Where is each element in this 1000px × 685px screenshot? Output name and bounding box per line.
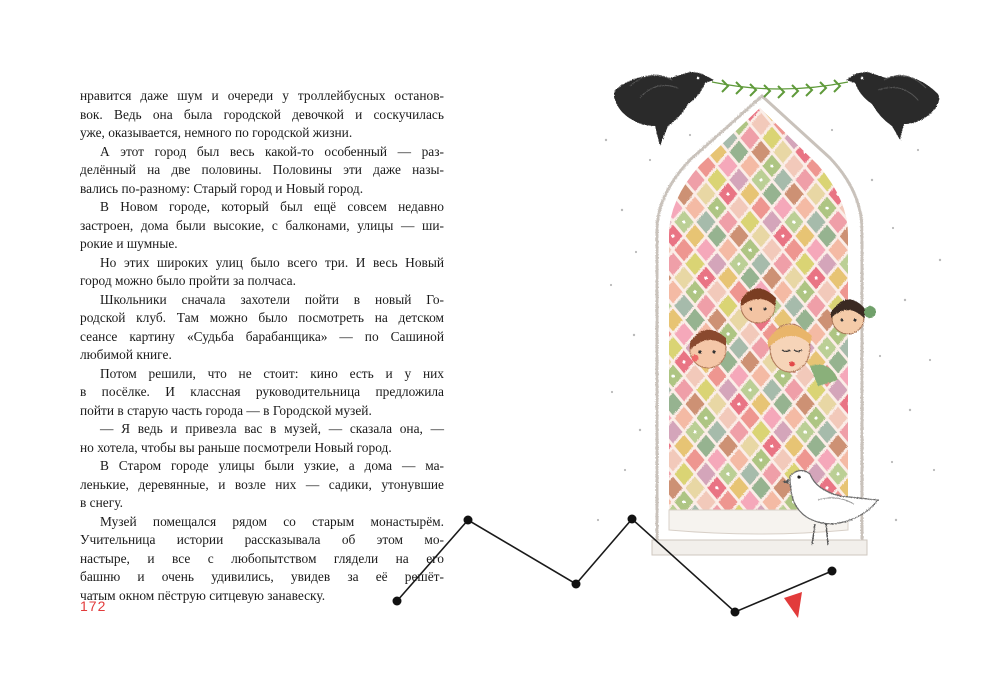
text-line: родской клуб. Там можно было посмотреть на детском <box>80 310 444 325</box>
body-text <box>80 87 444 605</box>
glass-pattern <box>629 97 904 529</box>
paragraph <box>80 513 444 606</box>
window-frame <box>657 96 862 540</box>
snow-dots <box>597 129 941 521</box>
black-bird-right <box>846 72 939 140</box>
text-line: уже, оказывается, немного по городской жизни. <box>80 125 353 140</box>
black-bird-left <box>614 72 714 146</box>
text-line: в снегу. <box>80 495 123 510</box>
text-line: башню и очень удивились, увидев за её решёт- <box>80 569 444 584</box>
paragraph <box>80 87 444 143</box>
text-line: в посёлке. И классная руководительница предложила <box>80 384 444 399</box>
text-line: Но этих широких улиц было всего три. И весь Новый <box>100 254 444 270</box>
paragraph <box>80 457 444 513</box>
text-line: пойти в старую часть города — в Городской музей. <box>80 402 372 418</box>
zigzag-string <box>393 515 837 619</box>
green-garland <box>712 80 848 98</box>
text-line: настыре, и все с любопытством глядели на его <box>80 550 444 566</box>
children-in-window <box>690 288 876 386</box>
text-line: делённый на две половины. Половины эти даже назы- <box>80 162 444 177</box>
paragraph <box>80 365 444 421</box>
page-number: 172 <box>80 598 107 614</box>
paragraph <box>80 143 444 199</box>
text-line: рокие и шумные. <box>80 236 178 251</box>
text-line: застроен, дома были высокие, с балконами, улицы — ши- <box>80 217 444 233</box>
text-line: А этот город был весь какой-то особенный — раз- <box>100 143 444 159</box>
text-line: В Новом городе, который был ещё совсем недавно <box>100 199 444 214</box>
text-line: ленькие, деревянные, и возле них — садики, утонувшие <box>80 476 444 492</box>
text-line: сеансе картину «Судьба барабанщика» — по Сашиной <box>80 328 444 344</box>
text-line: но хотела, чтобы вы раньше посмотрели Новый город. <box>80 439 392 455</box>
text-line: Потом решили, что не стоит: кино есть и у них <box>100 365 444 381</box>
text-line: нравится даже шум и очереди у троллейбусных останов- <box>80 88 444 103</box>
text-line: Учительница истории рассказывала об этом мо- <box>80 532 444 547</box>
paragraph <box>80 254 444 291</box>
text-line: — Я ведь и привезла вас в музей, — сказала она, — <box>100 421 444 436</box>
paragraph <box>80 291 444 365</box>
text-line: город можно было пройти за полчаса. <box>80 273 296 288</box>
white-dove <box>782 470 878 545</box>
red-flag <box>784 592 802 618</box>
text-line: чатым окном пёструю ситцевую занавеску. <box>80 587 326 603</box>
text-line: В Старом городе улицы были узкие, а дома — ма- <box>100 458 444 473</box>
paragraph <box>80 420 444 457</box>
text-line: любимой книге. <box>80 347 172 362</box>
text-line: вок. Ведь она была городской девочкой и соскучилась <box>80 106 444 122</box>
text-line: Школьники сначала захотели пойти в новый Го- <box>100 291 444 307</box>
window-sill <box>652 540 867 555</box>
text-line: вались по-разному: Старый город и Новый город. <box>80 180 364 196</box>
paragraph <box>80 198 444 254</box>
text-line: Музей помещался рядом со старым монастырём. <box>100 513 444 529</box>
